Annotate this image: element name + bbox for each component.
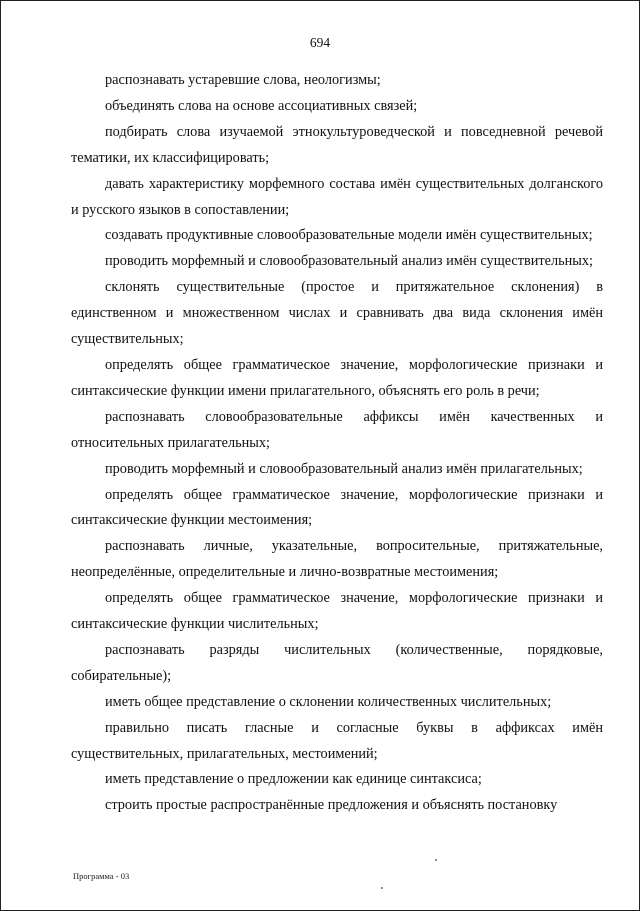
paragraph-5: создавать продуктивные словообразовательные модели имён существительных; xyxy=(105,227,593,244)
paragraph-11: определять общее грамматическое значение, морфологические признаки и синтаксические функции местоимения; xyxy=(71,486,603,529)
paragraph-15: иметь общее представление о склонении количественных числительных; xyxy=(105,693,552,710)
scan-speck xyxy=(381,887,383,889)
page-footer: Программа - 03 xyxy=(73,871,130,881)
paragraph-16: правильно писать гласные и согласные буквы в аффиксах имён существительных, прилагательных, местоимений; xyxy=(71,719,603,762)
paragraph-12: распознавать личные, указательные, вопросительные, притяжательные, неопределённые, определительные и лично-возвратные местоимения; xyxy=(71,538,603,581)
paragraph-14: распознавать разряды числительных (количественные, порядковые, собирательные); xyxy=(71,641,603,684)
page-body xyxy=(71,68,603,819)
paragraph-2: объединять слова на основе ассоциативных связей; xyxy=(105,97,418,114)
paragraph-1: распознавать устаревшие слова, неологизмы; xyxy=(105,72,381,88)
page-number: 694 xyxy=(309,35,331,50)
scan-speck xyxy=(435,859,437,861)
paragraph-18: строить простые распространённые предложения и объяснять постановку xyxy=(105,797,558,814)
paragraph-7: склонять существительные (простое и притяжательное склонения) в единственном и множественном числах и сравнивать два вида склонения имён существительных; xyxy=(71,279,603,348)
paragraph-9: распознавать словообразовательные аффиксы имён качественных и относительных прилагательных; xyxy=(71,408,603,451)
paragraph-8: определять общее грамматическое значение, морфологические признаки и синтаксические функции имени прилагательного, объяснять его роль в речи; xyxy=(71,356,603,399)
paragraph-17: иметь представление о предложении как единице синтаксиса; xyxy=(105,771,482,788)
paragraph-3: подбирать слова изучаемой этнокультуроведческой и повседневной речевой тематики, их классифицировать; xyxy=(71,123,603,166)
paragraph-4: давать характеристику морфемного состава имён существительных долганского и русского языков в сопоставлении; xyxy=(71,175,603,218)
paragraph-13: определять общее грамматическое значение, морфологические признаки и синтаксические функции числительных; xyxy=(71,590,603,633)
paragraph-10: проводить морфемный и словообразовательный анализ имён прилагательных; xyxy=(105,460,583,477)
paragraph-6: проводить морфемный и словообразовательный анализ имён существительных; xyxy=(105,253,594,270)
